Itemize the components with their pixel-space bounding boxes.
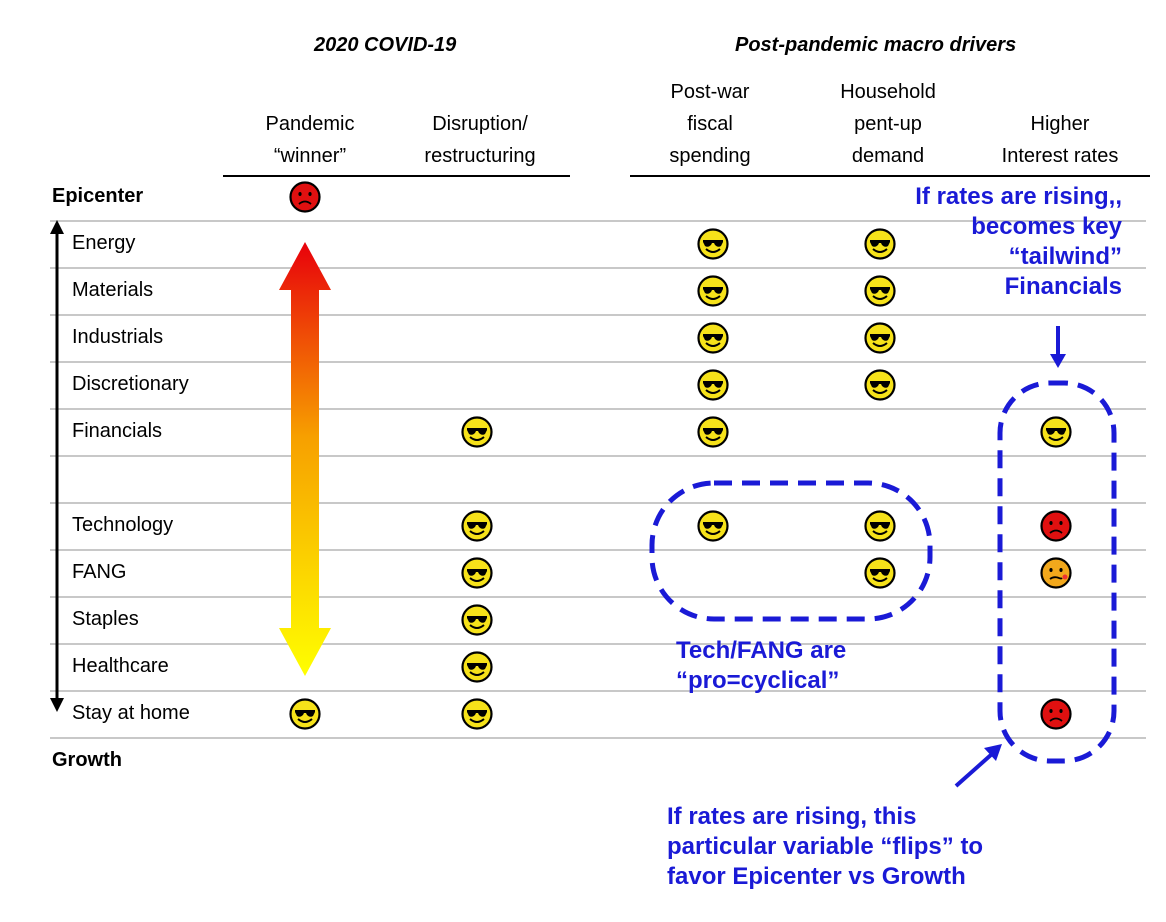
column-header-pent-up-demand: Household pent-up demand — [840, 81, 936, 167]
tech-fang-dashed-outline — [652, 483, 930, 619]
row-label-industrials: Industrials — [72, 326, 164, 348]
column-header-interest-rates: Higher Interest rates — [1001, 113, 1119, 167]
column-header-pandemic-winner: Pandemic “winner” — [265, 113, 355, 167]
flip-callout-arrow — [956, 744, 1002, 786]
rates-dashed-outline — [1000, 383, 1114, 761]
column-header-disruption: Disruption/ restructuring — [424, 113, 536, 167]
epicenter-growth-axis-arrow — [50, 220, 64, 712]
financials-callout-arrow — [1050, 326, 1066, 368]
row-label-fang: FANG — [72, 561, 127, 583]
row-label-discretionary: Discretionary — [72, 373, 189, 395]
row-label-materials: Materials — [72, 279, 154, 301]
row-label-financials: Financials — [72, 420, 163, 442]
gradient-double-arrow — [279, 242, 331, 676]
tech-procyclical-note: Tech/FANG are “pro=cyclical” — [676, 637, 847, 694]
rates-flip-note: If rates are rising, this particular variable “flips” to favor Epicenter vs Growth — [667, 803, 984, 890]
column-header-fiscal-spending: Post-war fiscal spending — [669, 81, 751, 167]
row-label-energy: Energy — [72, 232, 136, 254]
row-label-staples: Staples — [72, 608, 139, 630]
row-label-epicenter: Epicenter — [52, 185, 144, 207]
group-title-covid: 2020 COVID-19 — [314, 34, 457, 56]
rates-tailwind-note: If rates are rising,, becomes key “tailwind” Financials — [915, 183, 1122, 300]
row-label-healthcare: Healthcare — [72, 655, 169, 677]
group-title-macro: Post-pandemic macro drivers — [735, 34, 1017, 56]
row-label-stay-at-home: Stay at home — [72, 702, 190, 724]
row-label-growth: Growth — [52, 749, 122, 771]
row-label-technology: Technology — [72, 514, 174, 536]
